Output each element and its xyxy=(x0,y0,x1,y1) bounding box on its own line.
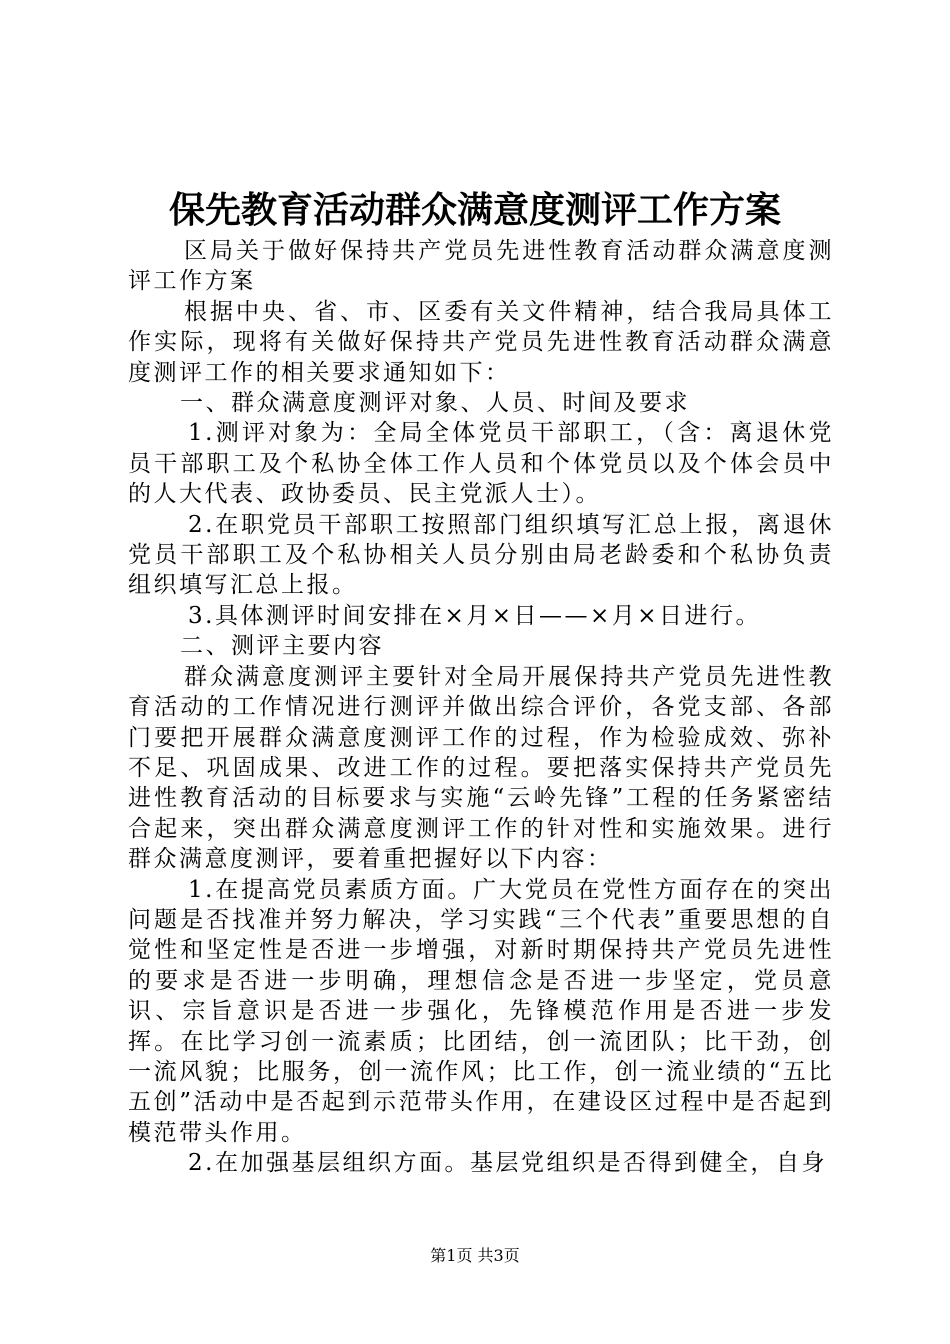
body-paragraph: 群众满意度测评主要针对全局开展保持共产党员先进性教育活动的工作情况进行测评并做出综合评价，各党支部、各部门要把开展群众满意度测评工作的过程，作为检验成效、弥补不足、巩固成果、改进工作的过程。要把落实保持共产党员先进性教育活动的目标要求与实施“云岭先锋”工程的任务紧密结合起来，突出群众满意度测评工作的针对性和实施效果。进行群众满意度测评，要着重把握好以下内容： xyxy=(128,663,834,873)
body-paragraph: 根据中央、省、市、区委有关文件精神，结合我局具体工作实际，现将有关做好保持共产党员先进性教育活动群众满意度测评工作的相关要求通知如下： xyxy=(128,298,834,386)
numbered-paragraph: 2.在加强基层组织方面。基层党组织是否得到健全，自身 xyxy=(188,1150,827,1177)
page-footer: 第1页 共3页 xyxy=(430,1246,520,1265)
numbered-paragraph: 1.在提高党员素质方面。广大党员在党性方面存在的突出问题是否找准并努力解决，学习实践“三个代表”重要思想的自觉性和坚定性是否进一步增强，对新时期保持共产党员先进性的要求是否进一步明确，理想信念是否进一步坚定，党员意识、宗旨意识是否进一步强化，先锋模范作用是否进一步发挥。在比学习创一流素质；比团结，创一流团队；比干劲，创一流风貌；比服务，创一流作风；比工作，创一流业绩的“五比五创”活动中是否起到示范带头作用，在建设区过程中是否起到模范带头作用。 xyxy=(128,876,834,1146)
numbered-paragraph: 1.测评对象为：全局全体党员干部职工，（含：离退休党员干部职工及个私协全体工作人员和个体党员以及个体会员中的人大代表、政协委员、民主党派人士）。 xyxy=(128,420,834,508)
numbered-paragraph: 3.具体测评时间安排在×月×日——×月×日进行。 xyxy=(188,602,762,629)
section-heading: 二、测评主要内容 xyxy=(180,633,384,660)
section-heading: 一、群众满意度测评对象、人员、时间及要求 xyxy=(180,390,690,417)
document-body xyxy=(128,236,834,1179)
numbered-paragraph: 2.在职党员干部职工按照部门组织填写汇总上报，离退休党员干部职工及个私协相关人员分别由局老龄委和个私协负责组织填写汇总上报。 xyxy=(128,511,834,599)
document-title: 保先教育活动群众满意度测评工作方案 xyxy=(168,189,781,231)
body-paragraph: 区局关于做好保持共产党员先进性教育活动群众满意度测评工作方案 xyxy=(128,238,834,295)
